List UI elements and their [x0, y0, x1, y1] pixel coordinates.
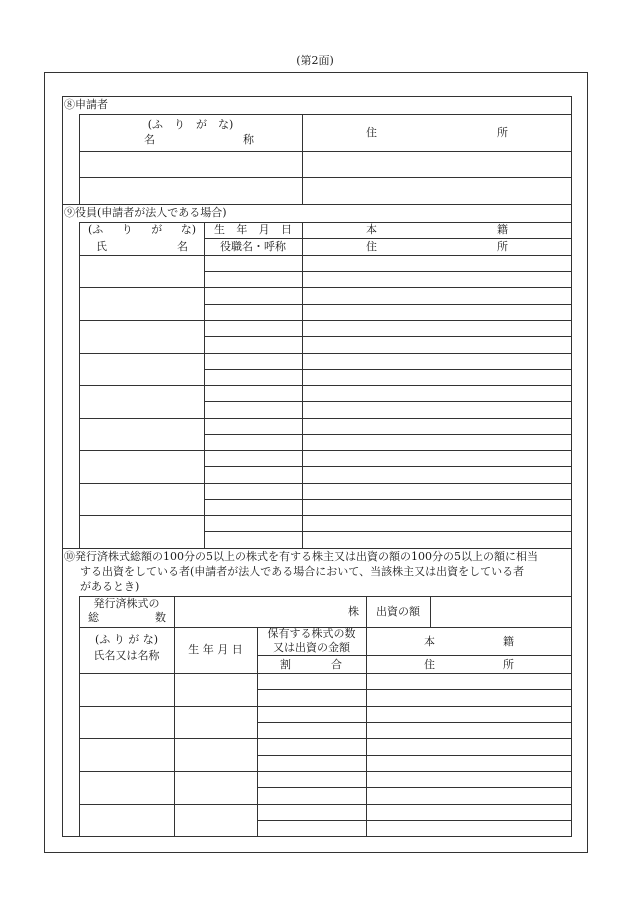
shareholder-furigana-header: (ふ り が な) — [94, 633, 159, 646]
officer-furigana-header: (ふ り が な) — [88, 223, 196, 236]
shareholder-domicile-header: 本 籍 — [424, 635, 514, 648]
held-shares-header-1: 保有する株式の数 — [267, 627, 356, 640]
applicant-address-header: 住 所 — [366, 126, 508, 139]
officers-section-title: ⑨役員(申請者が法人である場合) — [64, 206, 227, 219]
shareholder-address-header: 住 所 — [424, 658, 514, 671]
issued-shares-label-1: 発行済株式の — [93, 597, 160, 610]
officer-name-header: 氏 名 — [96, 240, 188, 253]
investment-amount-label: 出資の額 — [376, 605, 420, 618]
officer-domicile-header: 本 籍 — [366, 223, 508, 236]
shareholders-section-title-line3: があるとき) — [80, 580, 140, 593]
officer-birthdate-header: 生 年 月 日 — [214, 223, 292, 236]
shareholder-name-header: 氏名又は名称 — [93, 649, 160, 662]
officer-post-header: 役職名・呼称 — [220, 240, 286, 253]
shareholder-birthdate-header: 生 年 月 日 — [188, 643, 243, 656]
applicant-section-title: ⑧申請者 — [64, 98, 108, 111]
shareholders-section-title-line1: ⑩発行済株式総額の100分の5以上の株式を有する株主又は出資の額の100分の5以上の額に相当 — [64, 550, 538, 563]
issued-shares-label-2: 総 数 — [88, 611, 166, 624]
ratio-header: 割 合 — [280, 658, 342, 671]
applicant-furigana-header: (ふ り が な) — [147, 118, 234, 131]
page-number-label: (第2面) — [296, 54, 334, 67]
shareholders-section-title-line2: する出資をしている者(申請者が法人である場合において、当該株主又は出資をしている者 — [80, 565, 525, 578]
applicant-name-header: 名 称 — [144, 133, 254, 146]
held-shares-header-2: 又は出資の金額 — [273, 641, 350, 654]
officer-address-header: 住 所 — [366, 240, 508, 253]
shares-unit-label: 株 — [348, 605, 359, 618]
